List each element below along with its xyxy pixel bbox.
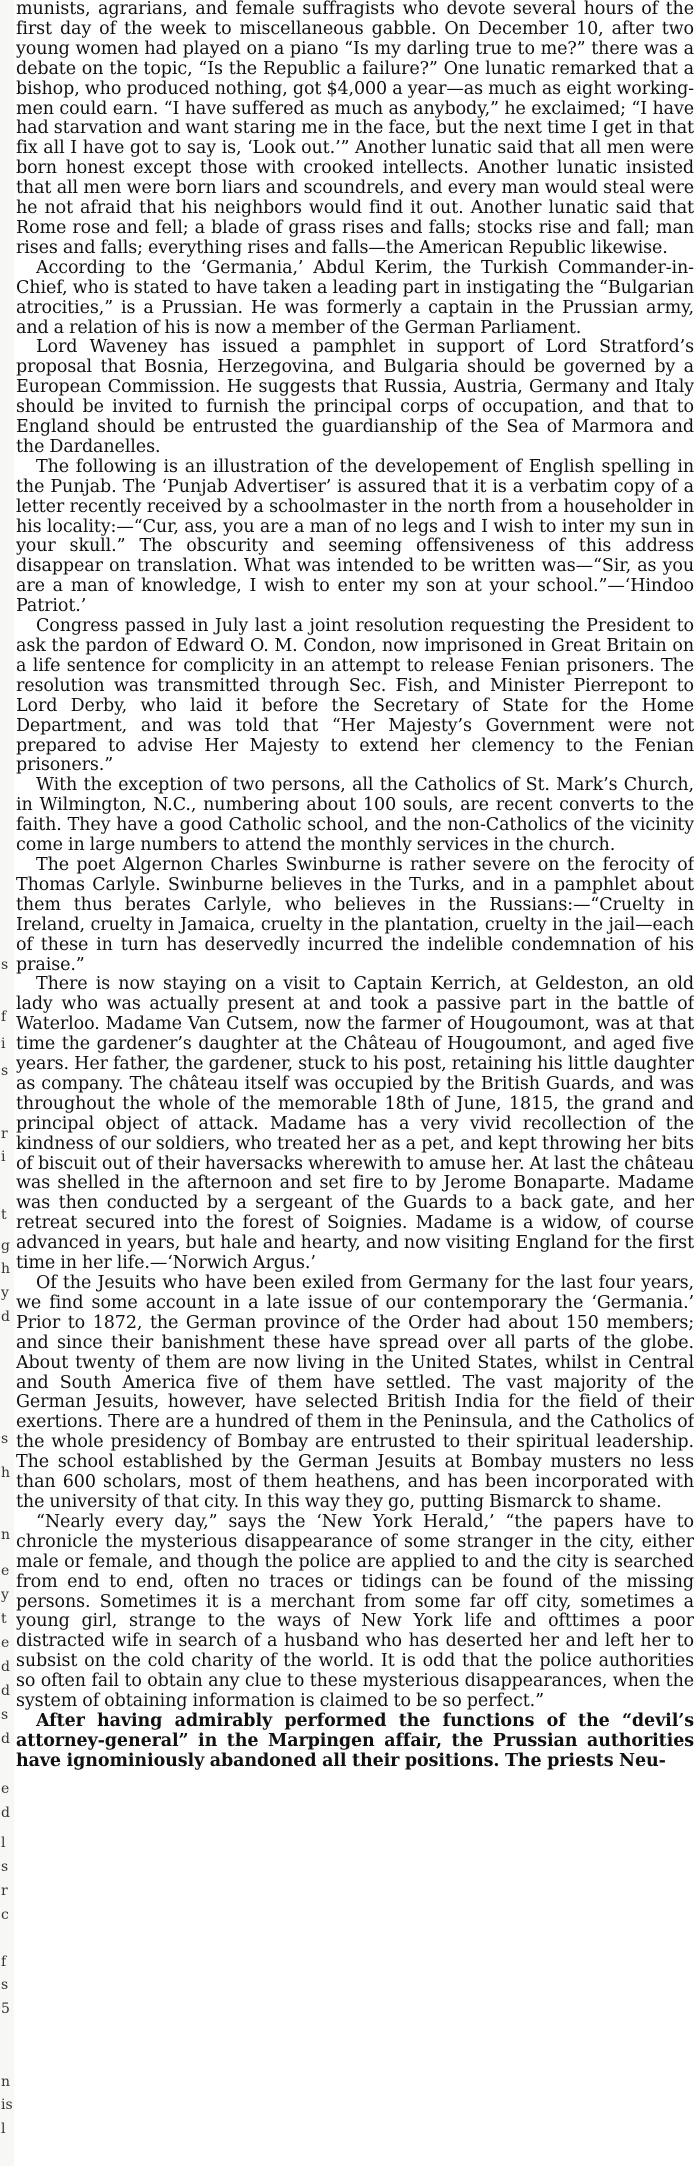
gutter-mark: e: [1, 1781, 10, 1797]
gutter-mark: f: [1, 1954, 7, 1970]
gutter-mark: c: [1, 1907, 9, 1923]
gutter-mark: s: [1, 1063, 9, 1079]
gutter-mark: n: [1, 1527, 11, 1543]
gutter-mark: n: [1, 2074, 11, 2090]
gutter-mark: s: [1, 1431, 9, 1447]
gutter-mark: d: [1, 1805, 10, 1821]
gutter-mark: d: [1, 1309, 10, 1325]
gutter-mark: l: [1, 2121, 6, 2137]
gutter-mark: d: [1, 1683, 10, 1699]
paragraph-st-marks-converts: With the exception of two persons, all the Catholics of St. Mark’s Church, in Wilmington, N.C., numbering about 100 souls, are recent converts to the faith. They have a good Catholic school, and the non-Catholics of the vicinity come in large numbers to attend the monthly services in the church.: [16, 775, 694, 856]
gutter-mark: t: [1, 1207, 7, 1223]
gutter-mark: 5: [1, 2001, 10, 2017]
gutter-mark: s: [1, 1859, 9, 1875]
gutter-mark: s: [1, 1707, 9, 1723]
paragraph-swinburne-carlyle: The poet Algernon Charles Swinburne is rather severe on the ferocity of Thomas Carlyle. Swinburne believes in the Turks, and in a pamphlet about them thus berates Carlyle, who believes in the Russians:—“Cruelty in Ireland, cruelty in Jamaica, cruelty in the plantation, cruelty in the jail—each of these in turn has deservedly incurred the indelible condemnation of his praise.”: [16, 854, 694, 975]
paragraph-waterloo-witness: There is now staying on a visit to Captain Kerrich, at Geldeston, an old lady who was actually present at and took a passive part in the battle of Waterloo. Madame Van Cutsem, now the farmer of Hougoumont, was at that time the gardener’s daughter at the Château of Hougoumont, and aged five years. Her father, the gardener, stuck to his post, retaining his little daughter as company. The château itself was occupied by the British Guards, and was throughout the whole of the memorable 18th of June, 1815, the grand and principal object of attack. Madame has a very vivid recollection of the kindness of our soldiers, who treated her as a pet, and kept throwing her bits of biscuit out of their haversacks wherewith to amuse her. At last the château was shelled in the afternoon and set fire to by Jerome Bonaparte. Madame was then conducted by a sergeant of the Guards to a back gate, and her retreat secured into the forest of Soignies. Madame is a widow, of course advanced in years, but hale and hearty, and now visiting England for the first time in her life.—‘Norwich Argus.’: [16, 974, 694, 1274]
gutter-mark: r: [1, 1126, 8, 1142]
gutter-mark: s: [1, 957, 9, 973]
paragraph-new-york-disappearances: “Nearly every day,” says the ‘New York Herald,’ “the papers have to chronicle the mysterious disappearance of some stranger in the city, either male or female, and though the police are applied to and the city is searched from end to end, often no traces or tidings can be found of the missing persons. Sometimes it is a merchant from some far off city, sometimes a young girl, strange to the ways of New York life and ofttimes a poor distracted wife in search of a husband who has deserted her and left her to subsist on the cold charity of the world. It is odd that the police authorities so often fail to obtain any clue to these mysterious disappearances, when the system of obtaining information is claimed to be so perfect.”: [16, 1511, 694, 1712]
gutter-mark: d: [1, 1659, 10, 1675]
paragraph-condon-pardon: Congress passed in July last a joint resolution requesting the President to ask the pardon of Edward O. M. Condon, now imprisoned in Great Britain on a life sentence for complicity in an attempt to release Fenian prisoners. The resolution was transmitted through Sec. Fish, and Minister Pierrepont to Lord Derby, who laid it before the Secretary of State for the Home Department, and was told that “Her Majesty’s Government were not prepared to advise Her Majesty to extend her clemency to the Fenian prisoners.”: [16, 616, 694, 776]
gutter-mark: e: [1, 1635, 10, 1651]
paragraph-exiled-jesuits: Of the Jesuits who have been exiled from Germany for the last four years, we find some account in a late issue of our contemporary the ‘Germania.’ Prior to 1872, the German province of the Order had about 150 members; and since their banishment these have spread over all parts of the globe. About twenty of them are now living in the United States, whilst in Central and South America five of them have settled. The vast majority of the German Jesuits, however, have selected British India for the field of their exertions. There are a hundred of them in the Peninsula, and the Catholics of the whole presidency of Bombay are entrusted to their spiritual leadership. The school established by the German Jesuits at Bombay musters no less than 600 scholars, most of them heathens, and has been incorporated with the university of that city. In this way they go, putting Bismarck to shame.: [16, 1273, 694, 1512]
gutter-mark: d: [1, 1731, 10, 1747]
gutter-mark: t: [1, 1611, 7, 1627]
newspaper-column: [16, 0, 694, 2166]
paragraph-lord-waveney: Lord Waveney has issued a pamphlet in support of Lord Stratford’s proposal that Bosnia, Herzegovina, and Bulgaria should be governed by a European Commission. He suggests that Russia, Austria, Germany and Italy should be invited to furnish the principal corps of occupation, and that to England should be entrusted the guardianship of the Sea of Marmora and the Dardanelles.: [16, 337, 694, 457]
paragraph-punjab-spelling: The following is an illustration of the developement of English spelling in the Punjab. The ‘Punjab Advertiser’ is assured that it is a verbatim copy of a letter recently received by a schoolmaster in the north from a householder in his locality:—“Cur, ass, you are a man of no legs and I wish to inter my sun in your skull.” The obscurity and seeming offensiveness of this address disappear on translation. What was intended to be written was—“Sir, as you are a man of knowledge, I wish to enter my son at your school.”—‘Hindoo Patriot.’: [16, 456, 694, 617]
gutter-mark: g: [1, 1238, 10, 1254]
paragraph-debate-lunatics: munists, agrarians, and female suffragists who devote several hours of the first day of the week to miscellaneous gabble. On December 10, after two young women had played on a piano “Is my darling true to me?” there was a debate on the topic, “Is the Republic a failure?” One lunatic remarked that a bishop, who produced nothing, got $4,000 a year—as much as eight working-men could earn. “I have suffered as much as anybody,” he exclaimed; “I have had starvation and want staring me in the face, but the next time I get in that fix all I have got to say is, ‘Look out.’” Another lunatic said that all men were born honest except those with crooked intellects. Another lunatic insisted that all men were born liars and scoundrels, and every man would steal were he not afraid that his neighbors would find it out. Another lunatic said that Rome rose and fell; a blade of grass rises and falls; stocks rise and fall; man rises and falls; everything rises and falls—the American Republic likewise.: [16, 0, 694, 258]
left-margin-gutter: [0, 0, 14, 2166]
gutter-mark: l: [1, 1835, 6, 1851]
gutter-mark: h: [1, 1465, 11, 1481]
gutter-mark: i: [1, 1149, 6, 1165]
gutter-mark: s: [1, 1977, 9, 1993]
gutter-mark: r: [1, 1883, 8, 1899]
gutter-mark: is: [1, 2097, 13, 2113]
gutter-mark: h: [1, 1261, 11, 1277]
gutter-mark: i: [1, 1036, 6, 1052]
paragraph-marpingen-affair: After having admirably performed the functions of the “devil’s attorney-general” in the Marpingen affair, the Prussian authorities have ignominiously abandoned all their positions. The priests Neu-: [16, 1710, 694, 1771]
gutter-mark: y: [1, 1285, 9, 1301]
gutter-mark: f: [1, 1009, 7, 1025]
gutter-mark: e: [1, 1563, 10, 1579]
paragraph-abdul-kerim: According to the ‘Germania,’ Abdul Kerim, the Turkish Commander-in-Chief, who is stated to have taken a leading part in instigating the “Bulgarian atrocities,” is a Prussian. He was formerly a captain in the Prussian army, and a relation of his is now a member of the German Parliament.: [16, 257, 694, 338]
gutter-mark: y: [1, 1587, 9, 1603]
